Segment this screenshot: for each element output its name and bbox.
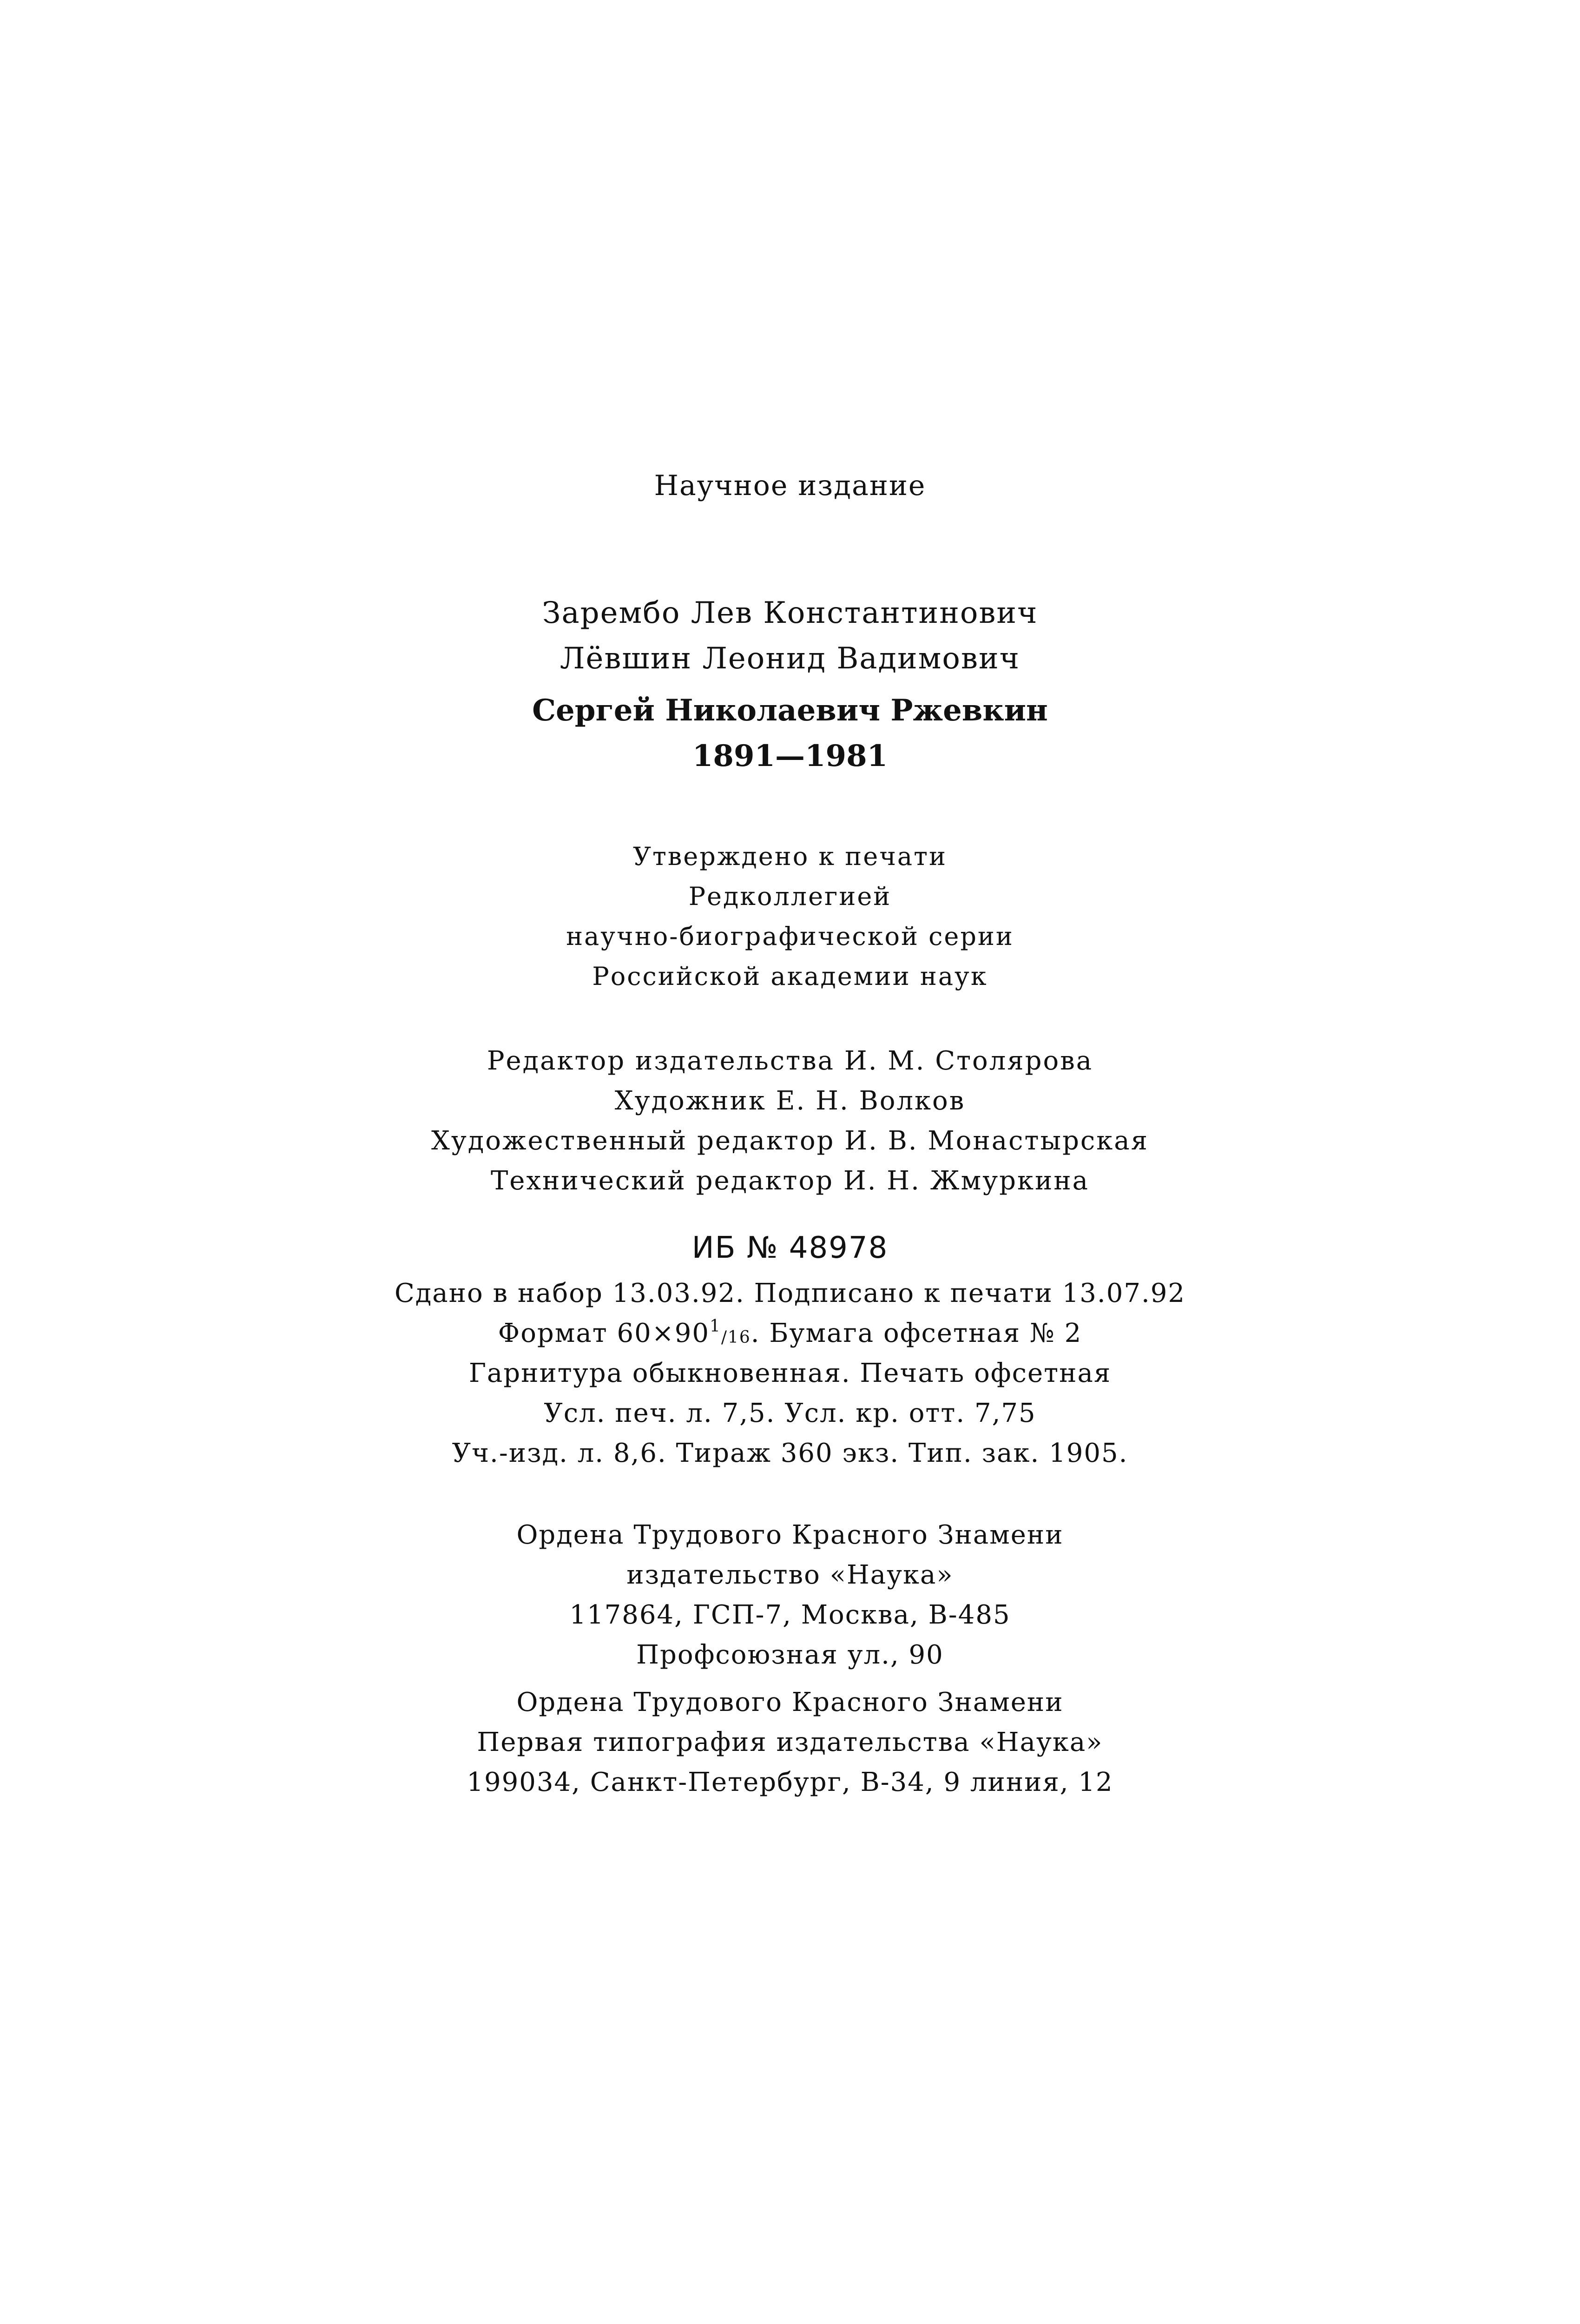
format-prefix: Формат 60×90 bbox=[498, 1318, 710, 1348]
format-suffix: . Бумага офсетная № 2 bbox=[750, 1318, 1082, 1348]
ib-number-block bbox=[0, 1227, 1580, 1269]
book-years: 1891—1981 bbox=[692, 739, 888, 773]
approval-line: научно-биографической серии bbox=[566, 922, 1014, 951]
book-title: Сергей Николаевич Ржевкин bbox=[532, 693, 1048, 728]
imprint-details bbox=[0, 1274, 1580, 1473]
printer-line: 199034, Санкт-Петербург, В-34, 9 линия, 12 bbox=[467, 1767, 1113, 1797]
format-fraction-denominator: /16 bbox=[721, 1328, 751, 1347]
staff-line: Художник Е. Н. Волков bbox=[614, 1086, 966, 1116]
printer-address bbox=[0, 1683, 1580, 1802]
publisher-line: Профсоюзная ул., 90 bbox=[636, 1640, 944, 1670]
ib-number: ИБ № 48978 bbox=[691, 1231, 889, 1265]
book-title-block bbox=[0, 688, 1580, 779]
publisher-line: 117864, ГСП-7, Москва, В-485 bbox=[569, 1600, 1011, 1630]
printer-line: Первая типография издательства «Наука» bbox=[477, 1727, 1103, 1757]
typeface-print-line: Гарнитура обыкновенная. Печать офсетная bbox=[468, 1358, 1112, 1388]
author-list bbox=[0, 590, 1580, 681]
approval-line: Российской академии наук bbox=[592, 962, 988, 991]
staff-line: Технический редактор И. Н. Жмуркина bbox=[490, 1166, 1090, 1196]
editorial-staff bbox=[0, 1041, 1580, 1201]
author-name: Лёвшин Леонид Вадимович bbox=[560, 641, 1020, 676]
print-run-line: Уч.-изд. л. 8,6. Тираж 360 экз. Тип. зак. 1905. bbox=[452, 1438, 1128, 1468]
format-fraction-numerator: 1 bbox=[709, 1317, 721, 1336]
staff-line: Редактор издательства И. М. Столярова bbox=[487, 1046, 1093, 1076]
format-line bbox=[0, 1314, 1580, 1353]
publisher-line: издательство «Наука» bbox=[626, 1560, 954, 1590]
edition-type-label: Научное издание bbox=[654, 469, 926, 502]
sheets-line: Усл. печ. л. 7,5. Усл. кр. отт. 7,75 bbox=[544, 1398, 1036, 1428]
publisher-line: Ордена Трудового Красного Знамени bbox=[516, 1520, 1064, 1550]
approval-note bbox=[0, 837, 1580, 997]
staff-line: Художественный редактор И. В. Монастырская bbox=[431, 1126, 1149, 1156]
printer-line: Ордена Трудового Красного Знамени bbox=[516, 1687, 1064, 1717]
edition-type bbox=[0, 465, 1580, 507]
submitted-signed-dates: Сдано в набор 13.03.92. Подписано к печати 13.07.92 bbox=[394, 1278, 1186, 1308]
publisher-address bbox=[0, 1515, 1580, 1675]
author-name: Зарембо Лев Константинович bbox=[542, 596, 1038, 630]
approval-line: Редколлегией bbox=[688, 882, 892, 911]
approval-line: Утверждено к печати bbox=[633, 842, 947, 871]
